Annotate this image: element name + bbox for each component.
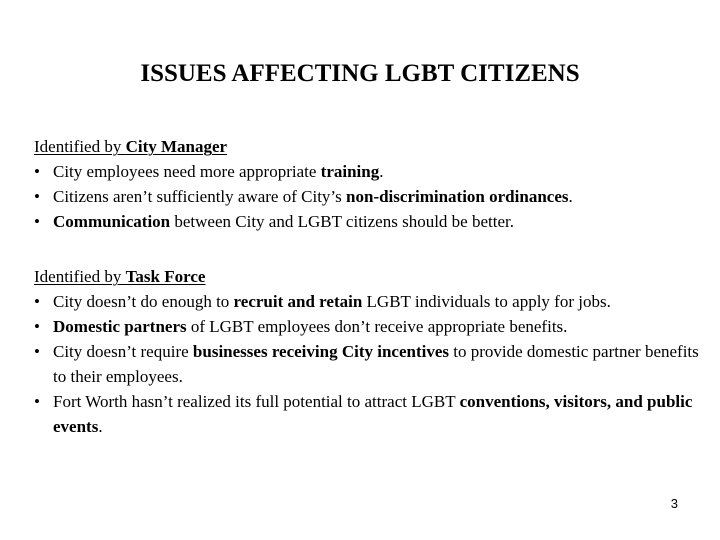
item-text: City doesn’t require: [53, 342, 193, 361]
item-text: City doesn’t do enough to: [53, 292, 234, 311]
bullet-glyph: •: [34, 292, 40, 311]
bullet-glyph: •: [34, 212, 40, 231]
emphasis-text: Communication: [53, 212, 171, 231]
item-text: of LGBT employees don’t receive appropriate benefits.: [186, 317, 568, 336]
list-item: [34, 314, 714, 339]
item-text: between City and LGBT citizens should be better.: [170, 212, 514, 231]
section-heading: [34, 264, 714, 289]
bullet-glyph: •: [34, 342, 40, 361]
item-text: .: [379, 162, 384, 181]
item-text: Fort Worth hasn’t realized its full potential to attract LGBT: [53, 392, 460, 411]
item-text: to provide domestic partner benefits to their employees.: [53, 342, 699, 386]
bullet-list: [34, 289, 714, 439]
emphasis-text: non-discrimination ordinances: [346, 187, 569, 206]
item-text: .: [568, 187, 573, 206]
bullet-glyph: •: [34, 187, 40, 206]
section-city-manager: [34, 134, 714, 234]
list-item: [34, 159, 714, 184]
slide-title: ISSUES AFFECTING LGBT CITIZENS: [140, 60, 580, 87]
list-item: [34, 184, 714, 209]
bullet-list: [34, 159, 714, 234]
page-number: 3: [670, 496, 678, 511]
bullet-glyph: •: [34, 392, 40, 411]
section-task-force: [34, 264, 714, 439]
list-item: [34, 389, 714, 439]
list-item: [34, 339, 714, 389]
item-text: LGBT individuals to apply for jobs.: [362, 292, 611, 311]
emphasis-text: businesses receiving City incentives: [192, 342, 450, 361]
bullet-glyph: •: [34, 162, 40, 181]
emphasis-text: Domestic partners: [53, 317, 187, 336]
section-heading-prefix: Identified by: [34, 137, 126, 156]
list-item: [34, 289, 714, 314]
section-heading-source: City Manager: [125, 137, 228, 156]
emphasis-text: conventions, visitors, and public events: [53, 392, 693, 436]
item-text: City employees need more appropriate: [53, 162, 321, 181]
item-text: .: [98, 417, 103, 436]
bullet-glyph: •: [34, 317, 40, 336]
section-heading-prefix: Identified by: [34, 267, 126, 286]
emphasis-text: recruit and retain: [233, 292, 363, 311]
list-item: [34, 209, 714, 234]
section-heading: [34, 134, 714, 159]
emphasis-text: training: [320, 162, 380, 181]
item-text: Citizens aren’t sufficiently aware of City’s: [53, 187, 347, 206]
section-heading-source: Task Force: [125, 267, 206, 286]
